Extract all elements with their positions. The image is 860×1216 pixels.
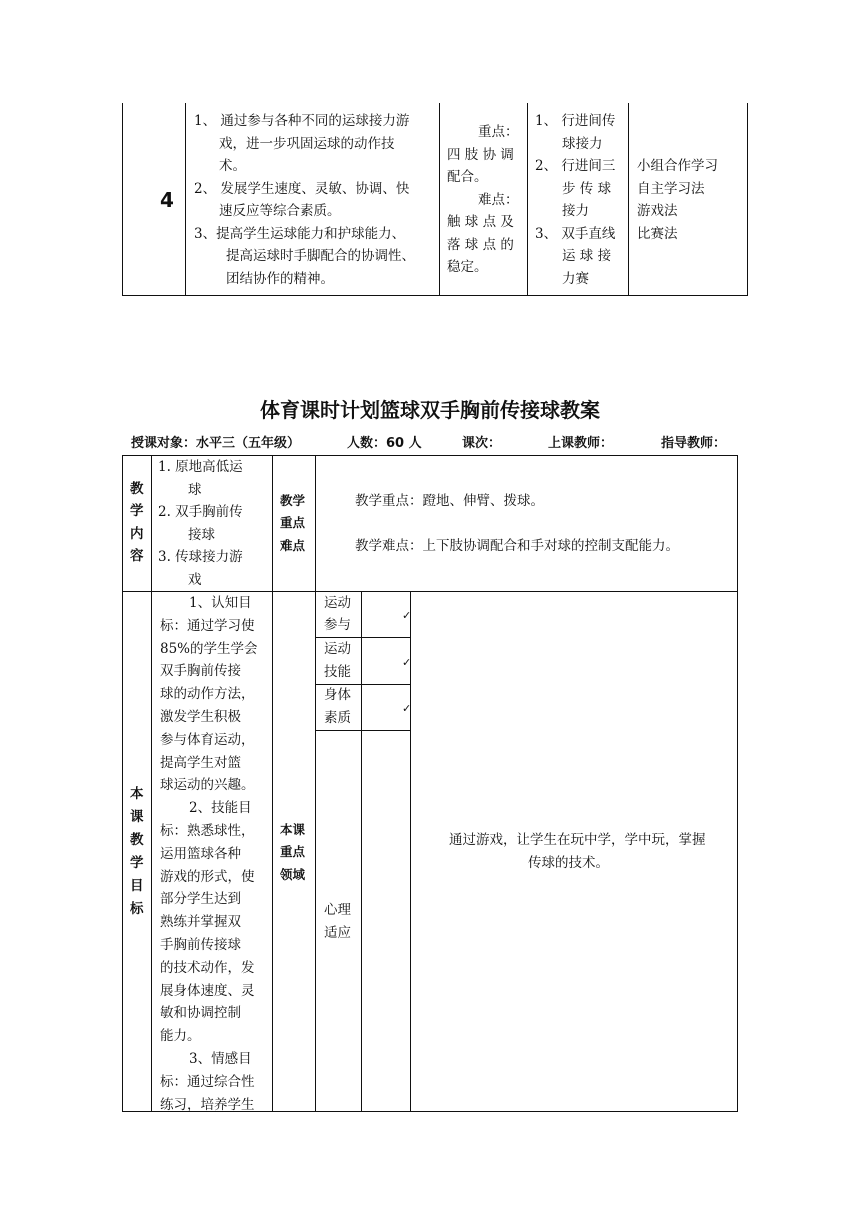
- objective-line: 戏，进一步巩固运球的动作技: [219, 136, 395, 152]
- domain-name: 适应: [324, 925, 351, 941]
- objective-line: 提高运球时手脚配合的协调性、: [226, 248, 415, 264]
- objective-line: 速反应等综合素质。: [219, 203, 341, 219]
- target-label: 授课对象：水平三（五年级）: [131, 436, 301, 451]
- goal-line: 手胸前传接球: [160, 937, 241, 953]
- label-char: 内: [130, 526, 144, 542]
- key-point-line: 配合。: [447, 169, 488, 185]
- label-char: 教: [130, 481, 144, 497]
- label-char: 重点: [280, 515, 306, 530]
- key-point-line: 落 球 点 的: [447, 237, 514, 253]
- content-item-line: 接球: [188, 527, 215, 543]
- goal-line: 球运动的兴趣。: [160, 777, 255, 794]
- method-item: 游戏法: [637, 203, 678, 219]
- domain-name: 参与: [324, 617, 351, 633]
- goal-line: 2、技能目: [189, 800, 252, 817]
- label-char: 重点: [280, 844, 306, 859]
- description-line: 传球的技术。: [528, 855, 609, 871]
- goal-line: 双手胸前传接: [160, 663, 241, 680]
- domain-name: 运动: [324, 595, 351, 611]
- domain-name: 素质: [324, 710, 351, 726]
- instructor-label: 指导教师：: [661, 436, 727, 451]
- goal-line: 3、情感目: [189, 1051, 252, 1067]
- goal-line: 的技术动作，发: [160, 959, 255, 976]
- goal-line: 85%的学生学会: [160, 640, 258, 657]
- goal-line: 标：通过综合性: [160, 1073, 255, 1090]
- key-point-line: 难点：: [478, 192, 519, 208]
- key-point-line: 触 球 点 及: [447, 214, 514, 230]
- label-char: 教学: [280, 493, 306, 508]
- objective-line: 3、提高学生运球能力和护球能力、: [194, 226, 406, 242]
- goal-line: 熟练并掌握双: [160, 914, 241, 931]
- difficulty-text: 教学难点：上下肢协调配合和手对球的控制支配能力。: [355, 538, 679, 554]
- domain-name: 技能: [324, 664, 351, 680]
- content-line: 2、 行进间三: [535, 158, 616, 174]
- goal-line: 激发学生积极: [160, 709, 241, 725]
- content-item-line: 戏: [188, 572, 202, 588]
- goal-line: 标：通过学习使: [160, 617, 255, 634]
- label-char: 标: [130, 901, 144, 917]
- goal-line: 球的动作方法，: [160, 686, 255, 703]
- method-item: 自主学习法: [637, 181, 705, 197]
- lesson-number: 4: [160, 188, 174, 212]
- goal-line: 参与体育运动，: [160, 731, 255, 748]
- goal-line: 游戏的形式，使: [160, 868, 255, 885]
- goal-line: 运用篮球各种: [160, 845, 241, 862]
- label-char: 本: [130, 786, 144, 802]
- label-char: 本课: [280, 822, 306, 837]
- method-item: 比赛法: [637, 226, 678, 242]
- method-item: 小组合作学习: [637, 158, 718, 174]
- goal-line: 能力。: [160, 1028, 201, 1045]
- content-line: 接力: [562, 203, 589, 219]
- objective-line: 术。: [219, 158, 246, 174]
- objective-line: 1、 通过参与各种不同的运球接力游: [194, 113, 410, 129]
- goal-line: 敏和协调控制: [160, 1005, 241, 1022]
- label-char: 课: [130, 809, 144, 825]
- content-item-line: 1. 原地高低运: [158, 459, 243, 475]
- goal-line: 提高学生对篮: [160, 754, 241, 771]
- content-line: 1、 行进间传: [535, 113, 616, 129]
- content-line: 力赛: [562, 271, 589, 287]
- objective-line: 2、 发展学生速度、灵敏、协调、快: [194, 181, 410, 197]
- description-line: 通过游戏，让学生在玩中学，学中玩，掌握: [449, 832, 706, 848]
- content-line: 3、 双手直线: [535, 226, 616, 242]
- label-char: 学: [130, 855, 144, 871]
- content-line: 运 球 接: [562, 248, 612, 264]
- page-title: 体育课时计划篮球双手胸前传接球教案: [260, 398, 600, 422]
- goal-line: 练习，培养学生: [160, 1096, 255, 1113]
- goal-line: 部分学生达到: [160, 891, 241, 908]
- label-char: 难点: [280, 538, 306, 553]
- label-char: 领域: [280, 867, 306, 882]
- label-char: 学: [130, 503, 144, 519]
- label-char: 容: [130, 548, 144, 564]
- domain-name: 运动: [324, 641, 351, 657]
- label-char: 目: [130, 878, 144, 894]
- teacher-label: 上课教师：: [548, 436, 614, 451]
- key-point-line: 重点：: [478, 124, 519, 140]
- content-item-line: 球: [188, 482, 202, 498]
- key-point-line: 稳定。: [447, 259, 488, 275]
- check-icon: ✓: [402, 702, 412, 715]
- content-line: 步 传 球: [562, 181, 612, 197]
- content-item-line: 2. 双手胸前传: [158, 504, 243, 520]
- goal-line: 标：熟悉球性，: [160, 823, 255, 839]
- domain-name: 心理: [324, 902, 351, 918]
- domain-name: 身体: [324, 687, 351, 703]
- check-icon: ✓: [402, 609, 412, 622]
- session-label: 课次：: [462, 436, 502, 451]
- key-point-line: 四 肢 协 调: [447, 147, 514, 163]
- key-point-text: 教学重点：蹬地、伸臂、拨球。: [355, 493, 544, 509]
- content-item-line: 3. 传球接力游: [158, 549, 243, 565]
- objective-line: 团结协作的精神。: [226, 271, 334, 287]
- label-char: 教: [130, 832, 144, 848]
- check-icon: ✓: [402, 656, 412, 669]
- goal-line: 1、认知目: [189, 595, 252, 611]
- count-label: 人数：60 人: [347, 436, 422, 451]
- goal-line: 展身体速度、灵: [160, 982, 255, 999]
- content-line: 球接力: [562, 136, 603, 152]
